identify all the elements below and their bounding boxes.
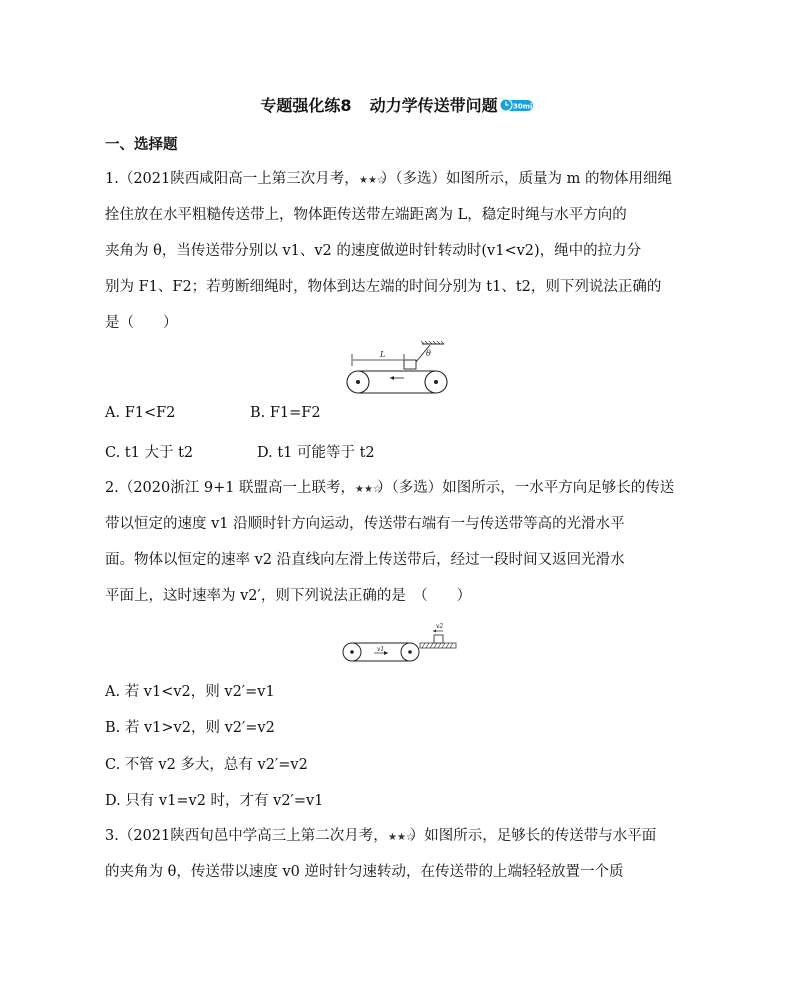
q2-conveyor-figure — [340, 622, 458, 664]
question-1 — [105, 161, 690, 341]
q2-line-4: 平面上，这时速率为 v2′，则下列说法正确的是 （ ） — [105, 588, 472, 604]
q1-line-2: 拴住放在水平粗糙传送带上，物体距传送带左端距离为 L，稳定时绳与水平方向的 — [105, 207, 627, 223]
svg-text:★★☆: ★★☆ — [358, 175, 386, 186]
q2-option-b[interactable]: B. 若 v1>v2，则 v2′=v2 — [105, 720, 275, 736]
q2-option-c[interactable]: C. 不管 v2 多大，总有 v2′=v2 — [105, 757, 308, 773]
q2-line-1: 2.（2020浙江 9+1 联盟高一上联考， ★★☆ ）（多选）如图所示，一水平方向足够长的传送 — [105, 480, 675, 496]
question-3 — [105, 818, 690, 890]
q2-line-3: 面。物体以恒定的速率 v2 沿直线向左滑上传送带后，经过一段时间又返回光滑水 — [105, 552, 625, 568]
q2-line-2: 带以恒定的速度 v1 沿顺时针方向运动，传送带右端有一与传送带等高的光滑水平 — [105, 516, 625, 532]
question-2 — [105, 470, 690, 614]
q1-option-b[interactable]: B. F1=F2 — [250, 405, 321, 421]
q3-line-2: 的夹角为 θ，传送带以速度 v0 逆时针匀速转动，在传送带的上端轻轻放置一个质 — [105, 864, 624, 880]
title-main: 专题强化练8 — [260, 96, 352, 115]
difficulty-stars-icon — [387, 830, 415, 843]
difficulty-stars-icon — [355, 482, 382, 495]
q2-label-v1: v1 — [377, 646, 385, 653]
page-title — [0, 93, 794, 116]
q1-option-a[interactable]: A. F1<F2 — [105, 405, 176, 421]
svg-text:★★☆: ★★☆ — [355, 484, 382, 495]
difficulty-stars-icon — [358, 173, 386, 186]
q2-label-v2: v2 — [436, 623, 444, 630]
q1-label-theta: θ — [426, 349, 431, 358]
q3-line-1: 3.（2021陕西旬邑中学高三上第二次月考， ★★☆ ）如图所示，足够长的传送带与水平面 — [105, 828, 657, 844]
q1-option-d[interactable]: D. t1 可能等于 t2 — [257, 445, 375, 461]
q1-label-L: L — [380, 350, 386, 359]
timer-badge-icon — [500, 98, 537, 112]
q2-option-d[interactable]: D. 只有 v1=v2 时，才有 v2′=v1 — [105, 793, 324, 809]
q1-line-4: 别为 F1、F2；若剪断细绳时，物体到达左端的时间分别为 t1、t2，则下列说法正确的 — [105, 279, 662, 295]
badge-text: 30min — [512, 102, 537, 110]
q1-conveyor-figure — [344, 340, 452, 396]
title-sub: 动力学传送带问题 — [369, 96, 498, 115]
q1-option-c[interactable]: C. t1 大于 t2 — [105, 445, 194, 461]
svg-text:★★☆: ★★☆ — [387, 832, 415, 843]
q1-line-3: 夹角为 θ，当传送带分别以 v1、v2 的速度做逆时针转动时(v1<v2)，绳中的拉力分 — [105, 243, 642, 259]
section-heading: 一、选择题 — [105, 137, 178, 153]
q2-option-a[interactable]: A. 若 v1<v2，则 v2′=v1 — [105, 684, 275, 700]
q1-line-1: 1.（2021陕西咸阳高一上第三次月考， ★★☆ ）（多选）如图所示，质量为 m 的物体用细绳 — [105, 171, 672, 187]
q1-line-5: 是（ ） — [105, 315, 178, 331]
